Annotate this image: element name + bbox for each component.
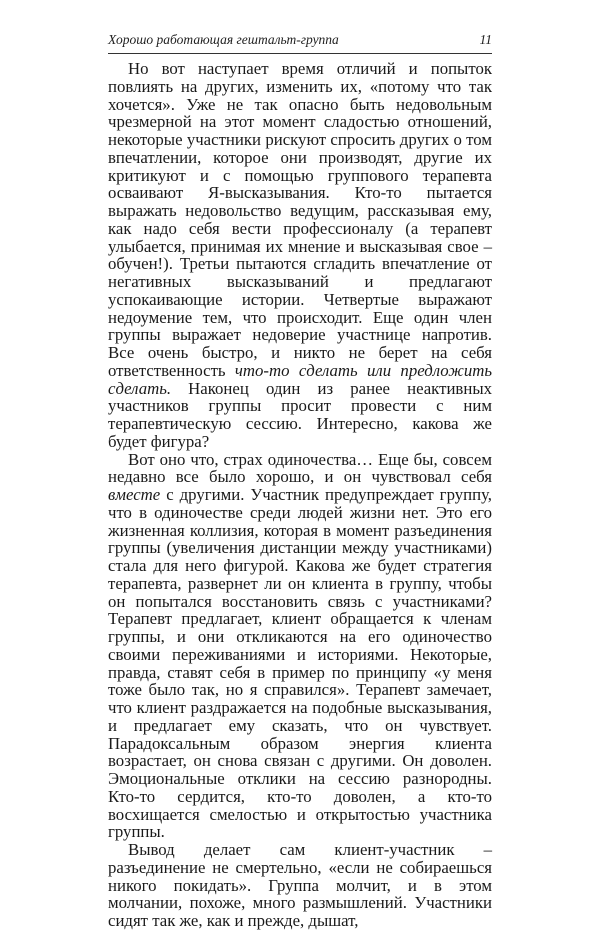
page-number: 11	[479, 32, 492, 47]
chapter-title: Хорошо работающая гештальт-группа	[108, 32, 339, 47]
paragraph-2	[108, 451, 492, 842]
paragraph-1-text-2: Наконец один из ранее неактивных участников группы просит провести с ним терапевтическую сессию. Интересно, какова же будет фигура?	[108, 378, 492, 451]
paragraph-2-text-2: с другими. Участник предупреждает группу, что в одиночестве среди людей жизни нет. Это его жизненная коллизия, которая в момент разъединения группы (увеличения дистанции между участниками) стала для него фигурой. Какова же будет стратегия терапевта, развернет ли он клиента в группу, чтобы он попытался восстановить связь с участниками? Терапевт предлагает, клиент обращается к членам группы, и они откликаются на его одиночество своими переживаниями и историями. Некоторые, правда, ставят себя в пример по принципу «у меня тоже было так, но я справился». Терапевт замечает, что клиент раздражается на подобные высказывания, и предлагает ему сказать, что он чувствует. Парадоксальным образом энергия клиента возрастает, он снова связан с другими. Он доволен. Эмоциональные отклики на сессию разнородны. Кто-то сердится, кто-то доволен, а кто-то восхищается смелостью и открытостью участника группы.	[108, 485, 492, 842]
paragraph-2-italic-word: вместе	[108, 485, 161, 504]
body-text	[108, 60, 492, 930]
paragraph-1-italic-phrase: что-то сделать или предложить сделать.	[108, 360, 492, 398]
paragraph-1-text-1: Но вот наступает время отличий и попыток повлиять на других, изменить их, «потому что так хочется». Уже не так опасно быть недовольным чрезмерной на этот момент сладостью отношений, некоторые участники рискуют спросить других о том впечатлении, которое они производят, другие их критикуют и с помощью группового терапевта осваивают Я-высказывания. Кто-то пытается выражать недовольство ведущим, рассказывая ему, как надо себя вести профессионалу (а терапевт улыбается, принимая их мнение и высказывая свое – обучен!). Третьи пытаются сгладить впечатление от негативных высказываний и предлагают успокаивающие истории. Четвертые выражают недоумение тем, что происходит. Еще один член группы выражает недоверие участнице напротив. Все очень быстро, и никто не берет на себя ответственность	[108, 59, 492, 380]
paragraph-3	[108, 841, 492, 930]
paragraph-3-text-1: Вывод делает сам клиент-участник – разъединение не смертельно, «если не собираешься никого покидать». Группа молчит, и в этом молчании, похоже, много размышлений. Участники сидят так же, как и прежде, дышат,	[108, 840, 492, 930]
paragraph-2-text-1: Вот оно что, страх одиночества… Еще бы, совсем недавно все было хорошо, и он чувствовал себя	[108, 449, 492, 487]
paragraph-1	[108, 60, 492, 451]
running-head	[108, 30, 492, 50]
header-rule	[108, 53, 492, 54]
